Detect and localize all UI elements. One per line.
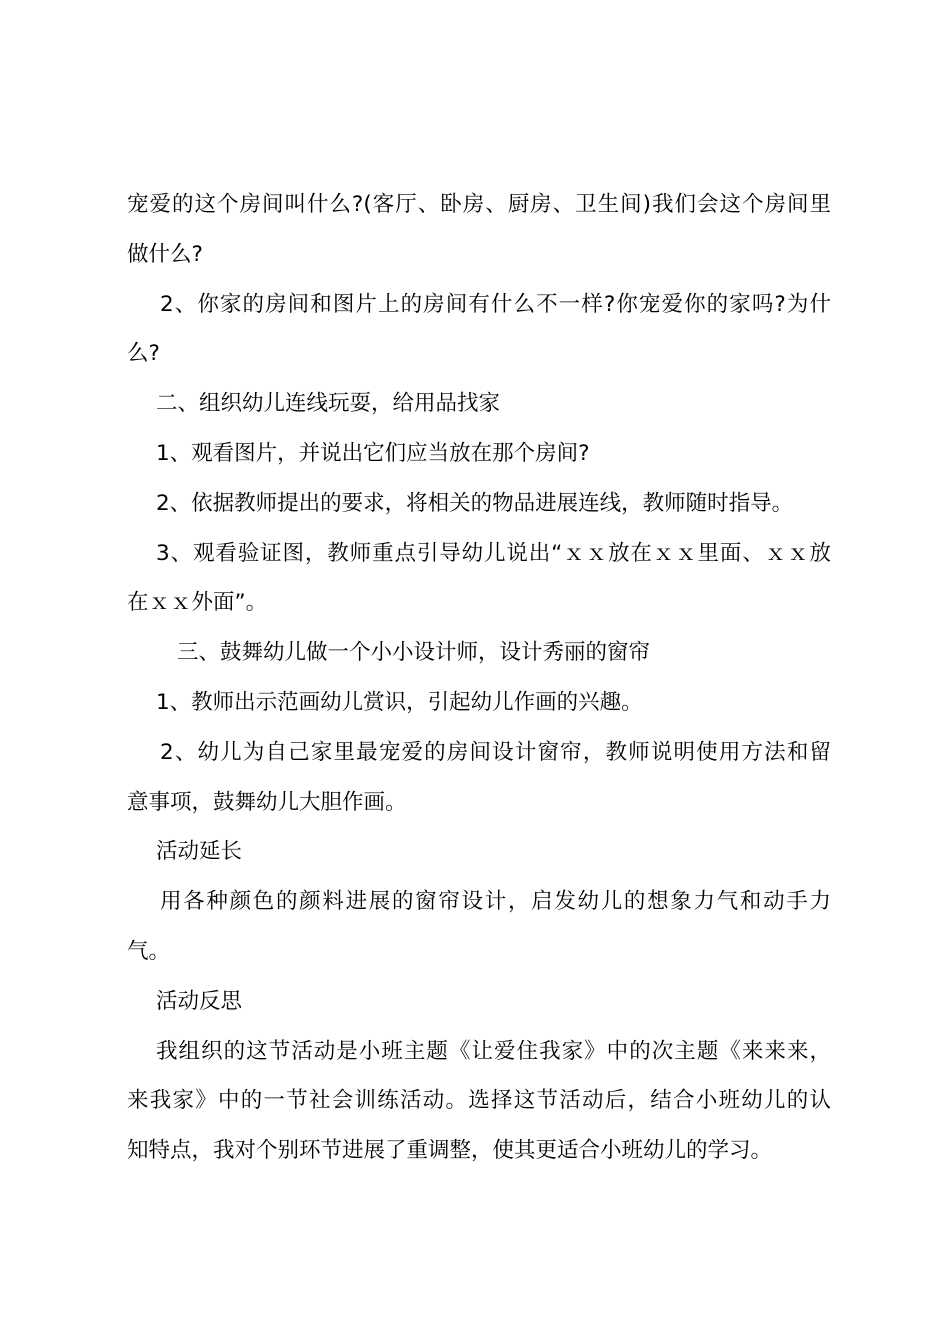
paragraph-line: 1、教师出示范画幼儿赏识，引起幼儿作画的兴趣。 — [156, 689, 643, 715]
paragraph-line: 知特点，我对个别环节进展了重调整，使其更适合小班幼儿的学习。 — [127, 1138, 773, 1164]
paragraph-line: 做什么? — [127, 241, 203, 267]
paragraph-line: 2、幼儿为自己家里最宠爱的房间设计窗帘，教师说明使用方法和留 — [160, 739, 831, 765]
paragraph-line: 宠爱的这个房间叫什么?(客厅、卧房、厨房、卫生间)我们会这个房间里 — [127, 192, 831, 217]
paragraph-line: 用各种颜色的颜料进展的窗帘设计，启发幼儿的想象力气和动手力 — [160, 889, 831, 915]
paragraph-line: 2、依据教师提出的要求，将相关的物品进展连线，教师随时指导。 — [156, 490, 794, 516]
paragraph-line: 1、观看图片，并说出它们应当放在那个房间? — [156, 440, 590, 466]
section-heading: 二、组织幼儿连线玩耍，给用品找家 — [156, 391, 501, 417]
paragraph-line: 来我家》中的一节社会训练活动。选择这节活动后，结合小班幼儿的认 — [127, 1088, 831, 1114]
section-heading: 三、鼓舞幼儿做一个小小设计师，设计秀丽的窗帘 — [177, 640, 651, 666]
paragraph-line: 在ｘｘ外面”。 — [127, 590, 268, 616]
paragraph-line: 意事项，鼓舞幼儿大胆作画。 — [127, 789, 407, 815]
paragraph-line: 气。 — [127, 938, 171, 964]
section-heading: 活动反思 — [156, 988, 243, 1014]
paragraph-line: 2、你家的房间和图片上的房间有什么不一样?你宠爱你的家吗?为什 — [160, 291, 831, 317]
document-body — [127, 180, 831, 1176]
paragraph-line: 我组织的这节活动是小班主题《让爱住我家》中的次主题《来来来， — [156, 1038, 831, 1064]
paragraph-line: 么? — [127, 341, 160, 367]
paragraph-line: 3、观看验证图，教师重点引导幼儿说出“ｘｘ放在ｘｘ里面、ｘｘ放 — [156, 540, 831, 566]
section-heading: 活动延长 — [156, 839, 243, 865]
